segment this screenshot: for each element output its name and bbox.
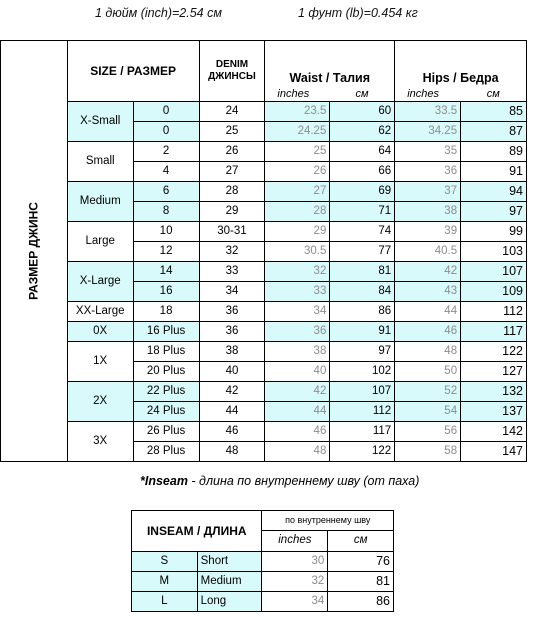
hips-inches-cell: 46: [395, 322, 461, 342]
denim-header-line2: ДЖИНСЫ: [208, 71, 256, 82]
hips-cm-cell: 137: [461, 402, 527, 422]
denim-size-cell: 38: [199, 342, 265, 362]
inseam-subheader: по внутреннему шву: [262, 511, 394, 531]
denim-size-cell: 25: [199, 122, 265, 142]
inseam-cm-cell: 76: [328, 552, 394, 572]
size-number-cell: 18: [133, 302, 199, 322]
size-name-cell: Medium: [67, 182, 133, 222]
waist-cm-cell: 122: [330, 442, 395, 462]
waist-cm-unit: см: [330, 87, 395, 102]
hips-cm-cell: 122: [461, 342, 527, 362]
denim-header-line1: DENIM: [215, 59, 249, 70]
denim-size-cell: 48: [199, 442, 265, 462]
denim-size-cell: 26: [199, 142, 265, 162]
table-row: [1, 382, 527, 402]
denim-size-cell: 36: [199, 322, 265, 342]
waist-inches-cell: 46: [265, 422, 330, 442]
size-name-cell: Small: [67, 142, 133, 182]
inseam-inches-cell: 32: [262, 572, 328, 592]
denim-size-cell: 34: [199, 282, 265, 302]
waist-cm-cell: 71: [330, 202, 395, 222]
size-number-cell: 16 Plus: [133, 322, 199, 342]
hips-cm-cell: 99: [461, 222, 527, 242]
hips-inches-cell: 38: [395, 202, 461, 222]
size-name-cell: Large: [67, 222, 133, 262]
waist-inches-cell: 38: [265, 342, 330, 362]
hips-inches-cell: 54: [395, 402, 461, 422]
table-row: [1, 322, 527, 342]
hips-inches-cell: 44: [395, 302, 461, 322]
waist-cm-cell: 91: [330, 322, 395, 342]
inseam-note-bold: *Inseam: [140, 474, 188, 488]
hips-cm-cell: 89: [461, 142, 527, 162]
inseam-inches-cell: 34: [262, 592, 328, 612]
waist-inches-cell: 36: [265, 322, 330, 342]
size-name-cell: X-Small: [67, 102, 133, 142]
waist-inches-cell: 34: [265, 302, 330, 322]
denim-size-cell: 42: [199, 382, 265, 402]
table-row: [1, 222, 527, 242]
waist-cm-cell: 117: [330, 422, 395, 442]
size-number-cell: 12: [133, 242, 199, 262]
denim-size-cell: 29: [199, 202, 265, 222]
waist-inches-cell: 27: [265, 182, 330, 202]
inseam-inches-unit: inches: [262, 530, 328, 551]
size-name-cell: 1X: [67, 342, 133, 382]
size-number-cell: 18 Plus: [133, 342, 199, 362]
size-number-cell: 6: [133, 182, 199, 202]
waist-inches-cell: 40: [265, 362, 330, 382]
inseam-note-text: - длина по внутреннему шву (от паха): [187, 474, 420, 488]
hips-inches-unit: inches: [395, 87, 461, 102]
waist-cm-cell: 62: [330, 122, 395, 142]
hips-cm-cell: 97: [461, 202, 527, 222]
denim-size-cell: 46: [199, 422, 265, 442]
denim-size-cell: 44: [199, 402, 265, 422]
size-number-cell: 24 Plus: [133, 402, 199, 422]
waist-inches-unit: inches: [265, 87, 330, 102]
inseam-table: [131, 510, 394, 612]
hips-inches-cell: 48: [395, 342, 461, 362]
inseam-label-cell: Long: [197, 592, 262, 612]
table-row: [1, 102, 527, 122]
hips-cm-cell: 132: [461, 382, 527, 402]
hips-inches-cell: 33.5: [395, 102, 461, 122]
table-row: [1, 262, 527, 282]
waist-cm-cell: 74: [330, 222, 395, 242]
hips-cm-unit: см: [461, 87, 527, 102]
hips-cm-cell: 87: [461, 122, 527, 142]
waist-inches-cell: 23.5: [265, 102, 330, 122]
inseam-label-cell: Short: [197, 552, 262, 572]
jeans-size-table: [0, 40, 527, 462]
table-row: [1, 302, 527, 322]
hips-cm-cell: 94: [461, 182, 527, 202]
size-number-cell: 22 Plus: [133, 382, 199, 402]
waist-inches-cell: 48: [265, 442, 330, 462]
denim-size-cell: 40: [199, 362, 265, 382]
inseam-code-cell: M: [132, 572, 198, 592]
size-number-cell: 28 Plus: [133, 442, 199, 462]
waist-cm-cell: 102: [330, 362, 395, 382]
size-number-cell: 14: [133, 262, 199, 282]
waist-cm-cell: 107: [330, 382, 395, 402]
size-name-cell: 3X: [67, 422, 133, 462]
waist-inches-cell: 29: [265, 222, 330, 242]
inseam-row: [132, 592, 394, 612]
size-name-cell: 2X: [67, 382, 133, 422]
inch-conversion-note: 1 дюйм (inch)=2.54 см: [95, 6, 222, 20]
hips-cm-cell: 117: [461, 322, 527, 342]
hips-cm-cell: 127: [461, 362, 527, 382]
inseam-note: [140, 474, 419, 488]
hips-inches-cell: 42: [395, 262, 461, 282]
hips-inches-cell: 50: [395, 362, 461, 382]
hips-cm-cell: 109: [461, 282, 527, 302]
hips-header: Hips / Бедра: [395, 41, 527, 88]
waist-inches-cell: 33: [265, 282, 330, 302]
waist-inches-cell: 24.25: [265, 122, 330, 142]
table-row: [1, 182, 527, 202]
waist-cm-cell: 64: [330, 142, 395, 162]
waist-cm-cell: 66: [330, 162, 395, 182]
size-name-cell: X-Large: [67, 262, 133, 302]
denim-size-cell: 30-31: [199, 222, 265, 242]
waist-cm-cell: 60: [330, 102, 395, 122]
waist-cm-cell: 97: [330, 342, 395, 362]
size-number-cell: 4: [133, 162, 199, 182]
hips-inches-cell: 39: [395, 222, 461, 242]
inseam-cm-cell: 81: [328, 572, 394, 592]
size-number-cell: 0: [133, 102, 199, 122]
inseam-code-cell: S: [132, 552, 198, 572]
size-header: SIZE / РАЗМЕР: [67, 41, 199, 102]
size-number-cell: 26 Plus: [133, 422, 199, 442]
hips-inches-cell: 43: [395, 282, 461, 302]
denim-header: [199, 41, 265, 102]
hips-inches-cell: 36: [395, 162, 461, 182]
denim-size-cell: 24: [199, 102, 265, 122]
waist-inches-cell: 42: [265, 382, 330, 402]
hips-cm-cell: 147: [461, 442, 527, 462]
size-number-cell: 8: [133, 202, 199, 222]
inseam-header: INSEAM / ДЛИНА: [132, 511, 262, 552]
table-row: [1, 142, 527, 162]
waist-inches-cell: 26: [265, 162, 330, 182]
hips-cm-cell: 103: [461, 242, 527, 262]
denim-size-cell: 27: [199, 162, 265, 182]
waist-cm-cell: 69: [330, 182, 395, 202]
inseam-cm-unit: см: [328, 530, 394, 551]
side-label-text: РАЗМЕР ДЖИНС: [26, 202, 41, 300]
jeans-size-side-label: [1, 41, 68, 462]
inseam-row: [132, 572, 394, 592]
size-number-cell: 10: [133, 222, 199, 242]
size-number-cell: 16: [133, 282, 199, 302]
size-number-cell: 20 Plus: [133, 362, 199, 382]
size-number-cell: 0: [133, 122, 199, 142]
denim-size-cell: 32: [199, 242, 265, 262]
denim-size-cell: 28: [199, 182, 265, 202]
hips-inches-cell: 35: [395, 142, 461, 162]
inseam-cm-cell: 86: [328, 592, 394, 612]
inseam-code-cell: L: [132, 592, 198, 612]
waist-cm-cell: 84: [330, 282, 395, 302]
inseam-label-cell: Medium: [197, 572, 262, 592]
waist-cm-cell: 112: [330, 402, 395, 422]
hips-inches-cell: 40.5: [395, 242, 461, 262]
hips-inches-cell: 37: [395, 182, 461, 202]
hips-inches-cell: 58: [395, 442, 461, 462]
hips-cm-cell: 107: [461, 262, 527, 282]
hips-cm-cell: 142: [461, 422, 527, 442]
inseam-row: [132, 552, 394, 572]
waist-header: Waist / Талия: [265, 41, 395, 88]
hips-inches-cell: 56: [395, 422, 461, 442]
table-row: [1, 342, 527, 362]
denim-size-cell: 36: [199, 302, 265, 322]
hips-inches-cell: 52: [395, 382, 461, 402]
waist-inches-cell: 28: [265, 202, 330, 222]
waist-cm-cell: 81: [330, 262, 395, 282]
size-name-cell: XX-Large: [67, 302, 133, 322]
waist-inches-cell: 32: [265, 262, 330, 282]
hips-cm-cell: 112: [461, 302, 527, 322]
waist-inches-cell: 30.5: [265, 242, 330, 262]
waist-inches-cell: 44: [265, 402, 330, 422]
inseam-inches-cell: 30: [262, 552, 328, 572]
waist-inches-cell: 25: [265, 142, 330, 162]
waist-cm-cell: 77: [330, 242, 395, 262]
hips-cm-cell: 91: [461, 162, 527, 182]
size-name-cell: 0X: [67, 322, 133, 342]
hips-inches-cell: 34.25: [395, 122, 461, 142]
lb-conversion-note: 1 фунт (lb)=0.454 кг: [298, 6, 418, 20]
size-number-cell: 2: [133, 142, 199, 162]
denim-size-cell: 33: [199, 262, 265, 282]
hips-cm-cell: 85: [461, 102, 527, 122]
table-row: [1, 422, 527, 442]
waist-cm-cell: 86: [330, 302, 395, 322]
